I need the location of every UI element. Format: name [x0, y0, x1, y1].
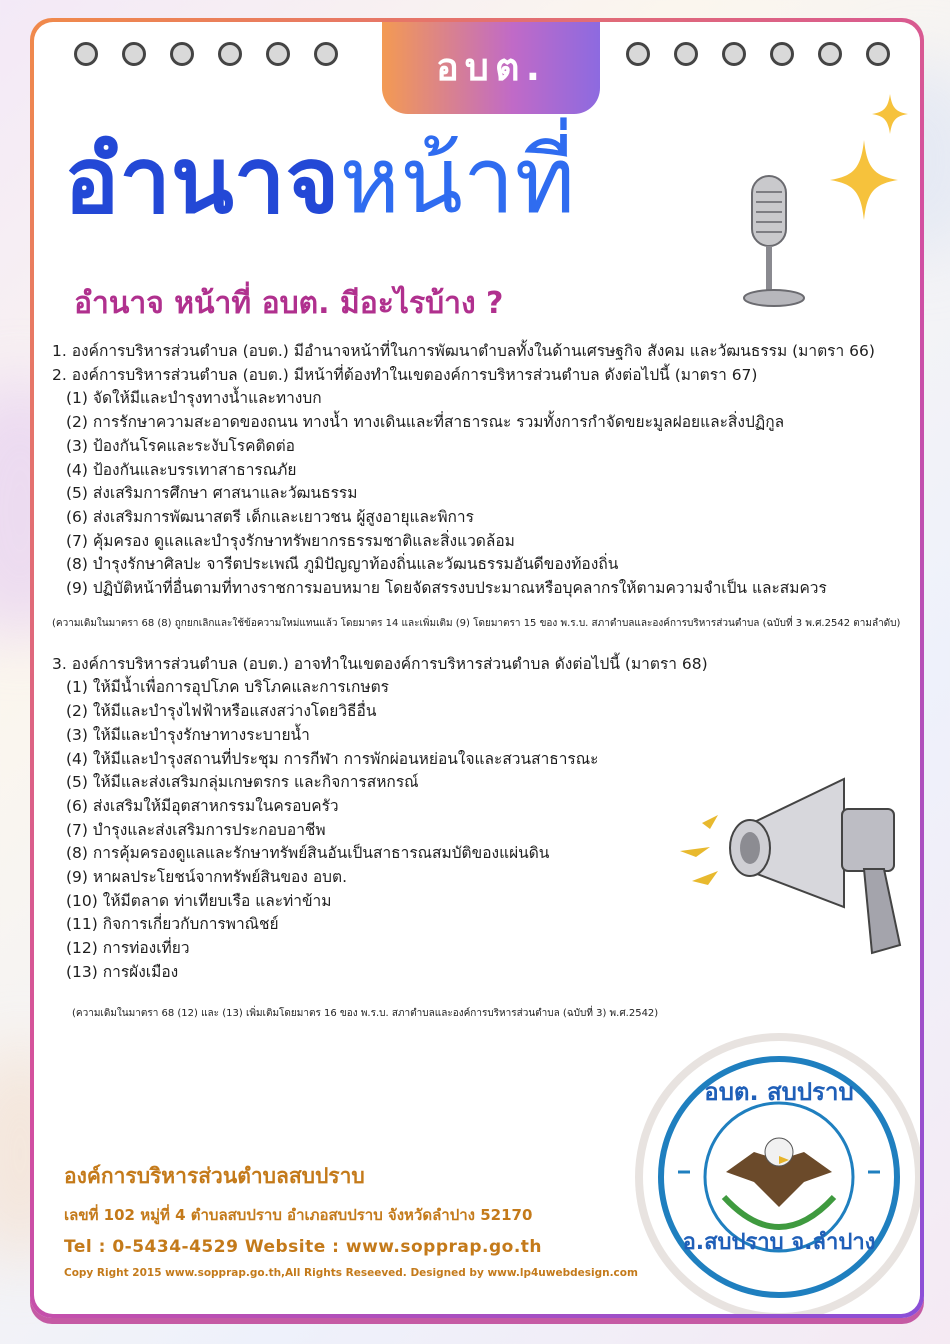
binder-hole	[218, 42, 242, 66]
binder-hole	[866, 42, 890, 66]
megaphone-icon	[674, 757, 920, 967]
section2-item: (5) ส่งเสริมการศึกษา ศาสนาและวัฒนธรรม	[66, 484, 358, 503]
section2-item: (4) ป้องกันและบรรเทาสาธารณภัย	[66, 460, 297, 479]
binder-hole	[626, 42, 650, 66]
section3-item: (2) ให้มีและบำรุงไฟฟ้าหรือแสงสว่างโดยวิธีอื่น	[66, 702, 377, 721]
binder-hole	[314, 42, 338, 66]
section3-item: (7) บำรุงและส่งเสริมการประกอบอาชีพ	[66, 820, 326, 839]
section3-item: (8) การคุ้มครองดูแลและรักษาทรัพย์สินอันเป็นสาธารณสมบัติของแผ่นดิน	[66, 844, 550, 863]
tab-label: อบต.	[435, 44, 547, 89]
binder-hole	[170, 42, 194, 66]
organization-contact: Tel : 0-5434-4529 Website : www.sopprap.go.th	[64, 1237, 543, 1257]
section3-item: (10) ให้มีตลาด ท่าเทียบเรือ และท่าข้าม	[66, 891, 332, 910]
binder-hole	[770, 42, 794, 66]
binder-hole	[722, 42, 746, 66]
page-title	[64, 127, 576, 234]
section3-item: (11) กิจการเกี่ยวกับการพาณิชย์	[66, 915, 279, 934]
seal-bottom-text: อ.สบปราบ จ.ลำปาง	[682, 1230, 876, 1255]
section2-item: (2) การรักษาความสะอาดของถนน ทางน้ำ ทางเดินและที่สาธารณะ รวมทั้งการกำจัดขยะมูลฝอยและสิ่งปฏิกูล	[66, 413, 785, 432]
sparkle-icon	[804, 90, 920, 240]
section2-note: (ความเดิมในมาตรา 68 (8) ถูกยกเลิกและใช้ข้อความใหม่แทนแล้ว โดยมาตร 14 และเพิ่มเติม (9) โดยมาตรา 15 ของ พ.ร.บ. สภาตำบลและองค์การบริหารส่วนตำบล (ฉบับที่ 3 พ.ศ.2542 ตามลำดับ)	[52, 617, 901, 629]
page-subtitle: อำนาจ หน้าที่ อบต. มีอะไรบ้าง ?	[74, 286, 504, 321]
title-part2: หน้าที่	[339, 127, 576, 234]
section3-note: (ความเดิมในมาตรา 68 (12) และ (13) เพิ่มเติมโดยมาตร 16 ของ พ.ร.บ. สภาตำบลและองค์การบริหารส่วนตำบล (ฉบับที่ 3) พ.ศ.2542)	[72, 1007, 659, 1019]
section3-item: (13) การผังเมือง	[66, 962, 179, 981]
binder-hole	[122, 42, 146, 66]
section3-item: (9) หาผลประโยชน์จากทรัพย์สินของ อบต.	[66, 868, 348, 887]
header-tab	[382, 22, 600, 114]
section2-item: (1) จัดให้มีและบำรุงทางน้ำและทางบก	[66, 389, 322, 408]
binder-hole	[74, 42, 98, 66]
section3-item: (4) ให้มีและบำรุงสถานที่ประชุม การกีฬา การพักผ่อนหย่อนใจและสวนสาธารณะ	[66, 749, 599, 768]
notepad-page	[34, 22, 920, 1314]
microphone-icon	[734, 170, 814, 310]
seal-top-text: อบต. สบปราบ	[704, 1078, 854, 1106]
title-part1: อำนาจ	[64, 127, 340, 234]
binder-holes-left	[74, 42, 338, 66]
section3-item: (3) ให้มีและบำรุงรักษาทางระบายน้ำ	[66, 725, 310, 744]
organization-name: องค์การบริหารส่วนตำบลสบปราบ	[64, 1164, 365, 1188]
section2-item: (3) ป้องกันโรคและระงับโรคติดต่อ	[66, 436, 295, 455]
section2-item: (9) ปฏิบัติหน้าที่อื่นตามที่ทางราชการมอบหมาย โดยจัดสรรงบประมาณหรือบุคลากรให้ตามความจำเป็น และสมควร	[66, 579, 827, 598]
section3-item: (6) ส่งเสริมให้มีอุตสาหกรรมในครอบครัว	[66, 796, 339, 815]
section3-item: (5) ให้มีและส่งเสริมกลุ่มเกษตรกร และกิจการสหกรณ์	[66, 773, 419, 792]
notepad-card	[30, 18, 924, 1318]
footer	[64, 1160, 638, 1279]
section2-heading: 2. องค์การบริหารส่วนตำบล (อบต.) มีหน้าที่ต้องทำในเขตองค์การบริหารส่วนตำบล ดังต่อไปนี้ (มาตรา 67)	[52, 365, 758, 384]
copyright-text: Copy Right 2015 www.sopprap.go.th,All Rights Reseeved. Designed by www.lp4uwebdesign.com	[64, 1267, 638, 1279]
section2-item: (6) ส่งเสริมการพัฒนาสตรี เด็กและเยาวชน ผู้สูงอายุและพิการ	[66, 507, 474, 526]
section1-text: 1. องค์การบริหารส่วนตำบล (อบต.) มีอำนาจหน้าที่ในการพัฒนาตำบลทั้งในด้านเศรษฐกิจ สังคม และวัฒนธรรม (มาตรา 66)	[52, 342, 875, 360]
section2-item: (8) บำรุงรักษาศิลปะ จารีตประเพณี ภูมิปัญญาท้องถิ่นและวัฒนธรรมอันดีของท้องถิ่น	[66, 555, 619, 574]
section3-item: (1) ให้มีน้ำเพื่อการอุปโภค บริโภคและการเกษตร	[66, 678, 390, 697]
section2-item: (7) คุ้มครอง ดูแลและบำรุงรักษาทรัพยากรธรรมชาติและสิ่งแวดล้อม	[66, 531, 515, 550]
binder-hole	[818, 42, 842, 66]
binder-holes-right	[626, 42, 890, 66]
organization-address: เลขที่ 102 หมู่ที่ 4 ตำบลสบปราบ อำเภอสบปราบ จังหวัดลำปาง 52170	[64, 1206, 533, 1224]
section3-item: (12) การท่องเที่ยว	[66, 939, 190, 958]
section3-heading: 3. องค์การบริหารส่วนตำบล (อบต.) อาจทำในเขตองค์การบริหารส่วนตำบล ดังต่อไปนี้ (มาตรา 68)	[52, 654, 708, 673]
binder-hole	[266, 42, 290, 66]
binder-hole	[674, 42, 698, 66]
